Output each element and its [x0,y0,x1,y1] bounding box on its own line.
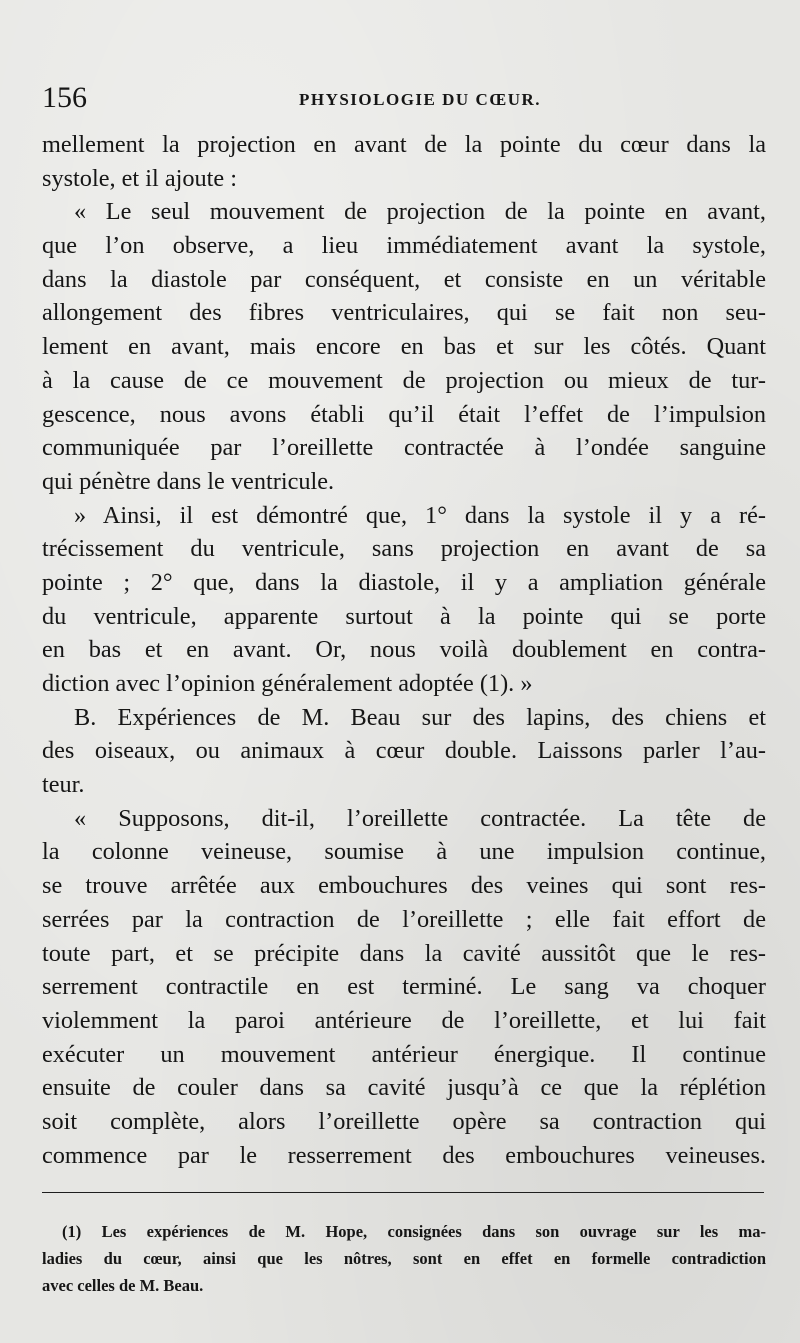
text-line: teur. [42,771,85,799]
text-line: exécuter un mouvement antérieur énergique. Il continue [42,1040,766,1068]
text-line: du ventricule, apparente surtout à la pointe qui se porte [42,602,766,630]
text-line: « Le seul mouvement de projection de la pointe en avant, [74,198,766,226]
text-line: » Ainsi, il est démontré que, 1° dans la systole il y a ré- [74,501,766,529]
text-line: ensuite de couler dans sa cavité jusqu’à ce que la réplétion [42,1074,766,1102]
text-line: trécissement du ventricule, sans projection en avant de sa [42,535,766,563]
text-line: se trouve arrêtée aux embouchures des veines qui sont res- [42,872,766,900]
footnote-divider [42,1192,764,1193]
footnote-line: (1) Les expériences de M. Hope, consignées dans son ouvrage sur les ma- [62,1222,766,1241]
text-line: soit complète, alors l’oreillette opère sa contraction qui [42,1107,766,1135]
running-head: PHYSIOLOGIE DU CŒUR. [298,90,542,109]
text-line: « Supposons, dit-il, l’oreillette contractée. La tête de [74,804,766,832]
text-line: qui pénètre dans le ventricule. [42,467,335,495]
text-line: serrement contractile en est terminé. Le sang va choquer [42,973,766,1001]
body-text [42,128,766,1172]
page-number: 156 [42,81,87,114]
footnote [42,1218,766,1299]
text-line: communiquée par l’oreillette contractée à l’ondée sanguine [42,434,766,462]
text-line: allongement des fibres ventriculaires, qui se fait non seu- [42,299,766,327]
text-line: diction avec l’opinion généralement adoptée (1). » [42,670,533,697]
text-line: la colonne veineuse, soumise à une impulsion continue, [42,838,766,866]
text-line: en bas et en avant. Or, nous voilà doublement en contra- [42,636,766,664]
text-line: lement en avant, mais encore en bas et sur les côtés. Quant [42,333,766,361]
text-line: toute part, et se précipite dans la cavité aussitôt que le res- [42,939,766,967]
text-line: des oiseaux, ou animaux à cœur double. Laissons parler l’au- [42,737,766,765]
text-line: systole, et il ajoute : [42,164,238,192]
text-line: B. Expériences de M. Beau sur des lapins, des chiens et [74,703,766,731]
text-line: dans la diastole par conséquent, et consiste en un véritable [42,265,766,293]
text-line: gescence, nous avons établi qu’il était l’effet de l’impulsion [42,400,766,428]
text-line: pointe ; 2° que, dans la diastole, il y a ampliation générale [42,568,766,596]
footnote-line: avec celles de M. Beau. [42,1276,204,1295]
page-header [42,78,758,118]
text-line: serrées par la contraction de l’oreillette ; elle fait effort de [42,905,766,933]
footnote-line: ladies du cœur, ainsi que les nôtres, sont en effet en formelle contradiction [42,1249,766,1268]
text-line: violemment la paroi antérieure de l’oreillette, et lui fait [42,1006,766,1034]
text-line: que l’on observe, a lieu immédiatement avant la systole, [42,232,766,260]
text-line: à la cause de ce mouvement de projection ou mieux de tur- [42,366,766,394]
text-line: commence par le resserrement des embouchures veineuses. [42,1141,766,1169]
text-line: mellement la projection en avant de la pointe du cœur dans la [42,131,766,158]
